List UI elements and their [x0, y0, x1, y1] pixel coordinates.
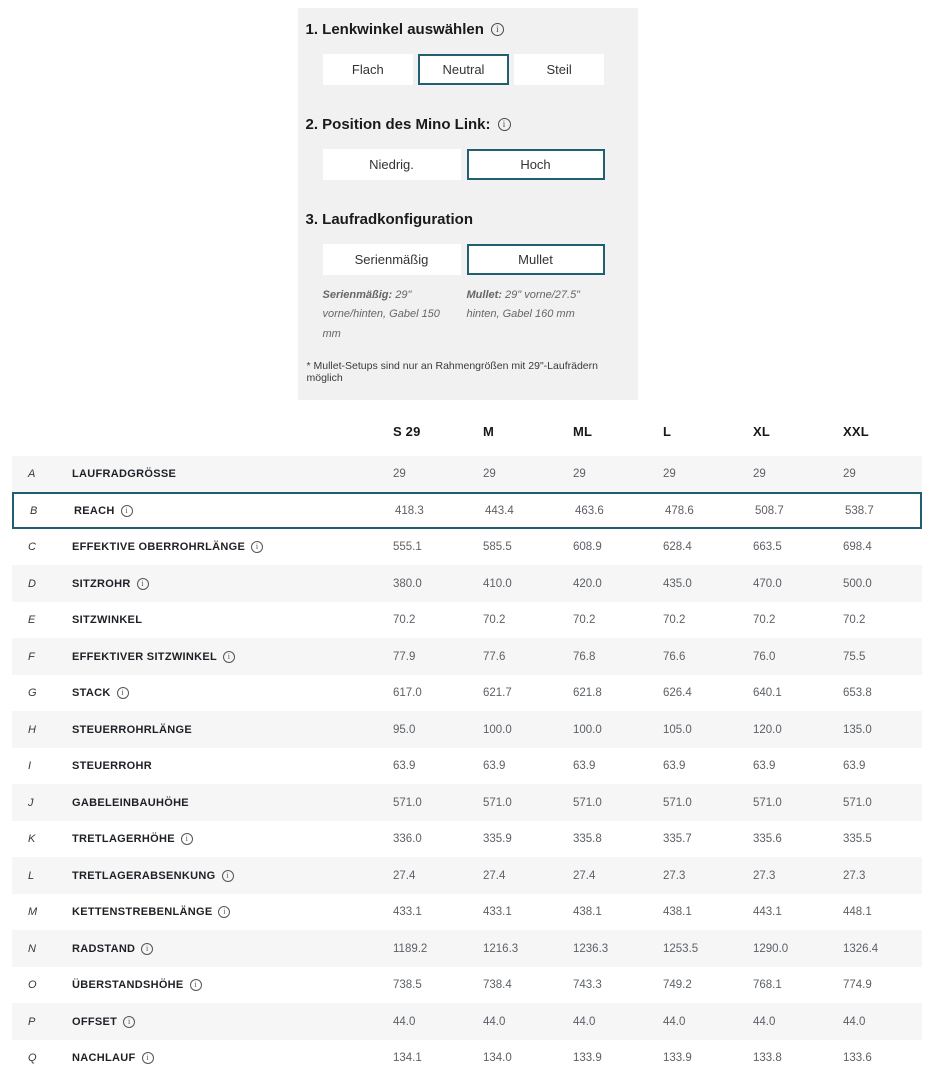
size-header-row	[12, 416, 922, 448]
value-cell: 663.5	[753, 541, 782, 553]
row-letter: O	[28, 979, 37, 991]
option-neutral[interactable]: Neutral	[418, 54, 509, 85]
value-cell: 29	[573, 468, 586, 480]
info-icon[interactable]: i	[498, 118, 511, 131]
option-serienm-ig[interactable]: Serienmäßig	[323, 244, 461, 275]
value-cell: 133.6	[843, 1052, 872, 1064]
value-cell: 77.9	[393, 650, 416, 663]
value-cell: 1216.3	[483, 942, 519, 955]
value-cell: 508.7	[755, 504, 784, 517]
value-cell: 555.1	[393, 541, 422, 553]
value-cell: 478.6	[665, 504, 694, 517]
value-cell: 571.0	[483, 796, 512, 809]
row-letter: Q	[28, 1052, 37, 1064]
row-label-text: TRETLAGERABSENKUNG	[72, 869, 216, 882]
value-cell: 100.0	[483, 723, 512, 736]
value-cell: 27.3	[663, 869, 686, 882]
value-cell: 1189.2	[393, 942, 428, 955]
table-row-laufradgr-sse	[12, 456, 922, 493]
table-row-radstand	[12, 930, 922, 967]
value-cell: 29	[483, 468, 496, 480]
value-cell: 433.1	[483, 906, 512, 918]
value-cell: 44.0	[393, 1015, 416, 1028]
section-title	[306, 116, 630, 133]
size-column-header: L	[663, 424, 672, 440]
row-letter: A	[28, 468, 36, 480]
value-cell: 100.0	[573, 723, 602, 736]
row-letter: I	[28, 760, 32, 772]
value-cell: 133.9	[663, 1052, 692, 1064]
row-letter: C	[28, 541, 36, 553]
size-column-header: S 29	[393, 424, 421, 440]
value-cell: 335.6	[753, 833, 782, 845]
config-section	[306, 116, 630, 180]
size-column-header: XXL	[843, 424, 869, 440]
value-cell: 621.7	[483, 687, 512, 699]
config-section	[306, 211, 630, 344]
row-letter: G	[28, 687, 37, 699]
value-cell: 463.6	[575, 504, 604, 517]
value-cell: 29	[393, 468, 406, 480]
row-label-text: RADSTAND	[72, 942, 136, 955]
value-cell: 70.2	[843, 614, 866, 626]
value-cell: 774.9	[843, 979, 872, 991]
row-label	[72, 1016, 393, 1028]
value-cell: 29	[663, 468, 676, 480]
value-cell: 418.3	[395, 504, 424, 517]
row-label-text: EFFEKTIVE OBERROHRLÄNGE	[72, 541, 246, 553]
value-cell: 438.1	[663, 906, 692, 918]
value-cell: 29	[753, 468, 766, 480]
value-cell: 571.0	[393, 796, 422, 809]
row-letter: P	[28, 1015, 36, 1028]
value-cell: 63.9	[483, 760, 506, 772]
option-steil[interactable]: Steil	[514, 54, 605, 85]
description-lead: Mullet:	[466, 289, 502, 301]
value-cell: 743.3	[573, 979, 602, 991]
option-descriptions	[323, 286, 605, 344]
value-cell: 443.1	[753, 906, 782, 918]
row-label	[74, 505, 395, 517]
row-label-text: STEUERROHR	[72, 760, 153, 772]
value-cell: 63.9	[753, 760, 776, 772]
value-cell: 653.8	[843, 687, 872, 699]
value-cell: 500.0	[843, 577, 872, 590]
row-letter: F	[28, 650, 35, 663]
table-row-offset	[12, 1003, 922, 1040]
value-cell: 1253.5	[663, 942, 699, 955]
value-cell: 120.0	[753, 723, 782, 736]
row-label	[72, 760, 393, 772]
value-cell: 1236.3	[573, 942, 609, 955]
value-cell: 133.8	[753, 1052, 782, 1064]
table-row-sitzwinkel	[12, 602, 922, 639]
value-cell: 63.9	[663, 760, 686, 772]
option-flach[interactable]: Flach	[323, 54, 414, 85]
value-cell: 27.3	[753, 869, 776, 882]
row-label	[72, 833, 393, 845]
option-description: Mullet: 29" vorne/27.5" hinten, Gabel 160 mm	[466, 289, 581, 321]
section-title-text: 3. Laufradkonfiguration	[305, 211, 474, 228]
value-cell: 438.1	[573, 906, 602, 918]
value-cell: 571.0	[663, 796, 692, 809]
geometry-table	[12, 416, 922, 1076]
value-cell: 76.0	[753, 650, 776, 663]
row-label	[72, 578, 393, 590]
row-label-text: EFFEKTIVER SITZWINKEL	[72, 650, 218, 663]
value-cell: 433.1	[393, 906, 422, 918]
value-cell: 448.1	[843, 906, 872, 918]
row-label	[72, 724, 393, 736]
info-icon[interactable]: i	[222, 870, 234, 882]
value-cell: 621.8	[573, 687, 602, 699]
value-cell: 571.0	[753, 796, 782, 809]
row-label-text: ÜBERSTANDSHÖHE	[72, 979, 184, 991]
value-cell: 628.4	[663, 541, 692, 553]
info-icon[interactable]: i	[142, 1052, 154, 1064]
table-row-kettenstrebenl-nge	[12, 894, 922, 931]
table-row-tretlagerabsenkung	[12, 857, 922, 894]
row-label	[72, 687, 393, 699]
value-cell: 29	[843, 468, 856, 480]
info-icon[interactable]: i	[141, 943, 153, 955]
config-section	[306, 21, 630, 85]
value-cell: 70.2	[573, 614, 596, 626]
value-cell: 420.0	[573, 577, 602, 590]
info-icon[interactable]: i	[251, 541, 263, 553]
mullet-footnote: * Mullet-Setups sind nur an Rahmengrößen mit 29"-Laufrädern möglich	[306, 359, 598, 384]
row-label-text: STEUERROHRLÄNGE	[72, 723, 193, 736]
value-cell: 63.9	[843, 760, 866, 772]
value-cell: 1326.4	[843, 942, 879, 955]
table-row-tretlagerh-he	[12, 821, 922, 858]
section-title	[306, 21, 630, 38]
value-cell: 571.0	[573, 796, 602, 809]
value-cell: 95.0	[393, 723, 416, 736]
value-cell: 380.0	[393, 577, 422, 590]
value-cell: 335.8	[573, 833, 602, 845]
row-letter: L	[28, 869, 35, 882]
value-cell: 470.0	[753, 577, 782, 590]
table-row-gabeleinbauh-he	[12, 784, 922, 821]
value-cell: 76.8	[573, 650, 596, 663]
info-icon[interactable]: i	[190, 979, 202, 991]
value-cell: 768.1	[753, 979, 782, 991]
value-cell: 538.7	[845, 504, 874, 517]
info-icon[interactable]: i	[123, 1016, 135, 1028]
value-cell: 133.9	[573, 1052, 602, 1064]
row-label	[72, 651, 393, 663]
value-cell: 27.3	[843, 869, 866, 882]
value-cell: 640.1	[753, 687, 782, 699]
value-cell: 70.2	[393, 614, 416, 626]
value-cell: 134.1	[393, 1052, 422, 1064]
info-icon[interactable]: i	[223, 651, 235, 663]
row-letter: K	[28, 833, 36, 845]
option-mullet[interactable]: Mullet	[467, 244, 605, 275]
size-column-header: XL	[753, 424, 771, 440]
info-icon[interactable]: i	[137, 578, 149, 590]
value-cell: 70.2	[483, 614, 506, 626]
row-label	[72, 870, 393, 882]
row-label	[72, 797, 393, 809]
row-letter: H	[28, 723, 36, 736]
value-cell: 571.0	[843, 796, 872, 809]
value-cell: 608.9	[573, 541, 602, 553]
geometry-config-panel	[298, 8, 638, 400]
row-letter: E	[28, 614, 36, 626]
value-cell: 585.5	[483, 541, 512, 553]
option-group	[323, 149, 605, 180]
value-cell: 134.0	[483, 1052, 512, 1064]
info-icon[interactable]: i	[181, 833, 193, 845]
value-cell: 335.7	[663, 833, 692, 845]
info-icon[interactable]: i	[491, 23, 504, 36]
value-cell: 44.0	[483, 1015, 506, 1028]
value-cell: 27.4	[483, 869, 506, 882]
value-cell: 626.4	[663, 687, 692, 699]
section-title-text: 1. Lenkwinkel auswählen	[305, 21, 484, 38]
row-label	[72, 1052, 393, 1064]
row-label	[72, 614, 393, 626]
row-letter: N	[28, 942, 36, 955]
row-label	[72, 906, 393, 918]
row-label	[72, 979, 393, 991]
row-label	[72, 943, 393, 955]
value-cell: 617.0	[393, 687, 422, 699]
size-column-header: ML	[573, 424, 593, 440]
value-cell: 75.5	[843, 650, 866, 663]
value-cell: 63.9	[573, 760, 596, 772]
table-row-steuerrohr	[12, 748, 922, 785]
value-cell: 44.0	[753, 1015, 776, 1028]
row-label-text: NACHLAUF	[72, 1052, 136, 1064]
row-label-text: STACK	[72, 687, 111, 699]
row-letter: B	[30, 504, 38, 517]
row-label-text: TRETLAGERHÖHE	[72, 833, 175, 845]
section-title	[306, 211, 630, 228]
value-cell: 1290.0	[753, 942, 789, 955]
value-cell: 738.4	[483, 979, 512, 991]
value-cell: 410.0	[483, 577, 512, 590]
table-row-nachlauf	[12, 1040, 922, 1076]
value-cell: 335.9	[483, 833, 512, 845]
row-label-text: SITZROHR	[72, 577, 131, 590]
value-cell: 435.0	[663, 577, 692, 590]
table-row-effektive-oberrohrl-nge	[12, 529, 922, 566]
value-cell: 44.0	[843, 1015, 866, 1028]
row-letter: D	[28, 577, 36, 590]
row-label-text: KETTENSTREBENLÄNGE	[72, 906, 213, 918]
option-hoch[interactable]: Hoch	[467, 149, 605, 180]
value-cell: 335.5	[843, 833, 872, 845]
value-cell: 698.4	[843, 541, 872, 553]
value-cell: 135.0	[843, 723, 872, 736]
row-label-text: OFFSET	[72, 1015, 118, 1028]
row-letter: M	[28, 906, 38, 918]
value-cell: 44.0	[573, 1015, 596, 1028]
value-cell: 443.4	[485, 504, 514, 517]
size-column-header: M	[483, 424, 495, 440]
row-label	[72, 541, 393, 553]
table-row-reach	[12, 492, 922, 529]
option-group	[323, 244, 605, 275]
description-lead: Serienmäßig:	[322, 289, 393, 301]
table-row-sitzrohr	[12, 565, 922, 602]
table-row-effektiver-sitzwinkel	[12, 638, 922, 675]
value-cell: 27.4	[393, 869, 416, 882]
value-cell: 336.0	[393, 833, 422, 845]
config-sections	[306, 21, 630, 344]
value-cell: 105.0	[663, 723, 692, 736]
value-cell: 63.9	[393, 760, 416, 772]
info-icon[interactable]: i	[121, 505, 133, 517]
geometry-rows	[12, 456, 922, 1076]
value-cell: 749.2	[663, 979, 692, 991]
value-cell: 44.0	[663, 1015, 686, 1028]
option-niedrig[interactable]: Niedrig.	[323, 149, 461, 180]
info-icon[interactable]: i	[218, 906, 230, 918]
table-row-steuerrohrl-nge	[12, 711, 922, 748]
value-cell: 77.6	[483, 650, 506, 663]
row-label	[72, 468, 393, 480]
info-icon[interactable]: i	[117, 687, 129, 699]
option-description: Serienmäßig: 29" vorne/hinten, Gabel 150 mm	[322, 289, 440, 340]
value-cell: 70.2	[663, 614, 686, 626]
table-row-stack	[12, 675, 922, 712]
section-title-text: 2. Position des Mino Link:	[305, 116, 491, 133]
value-cell: 70.2	[753, 614, 776, 626]
row-label-text: GABELEINBAUHÖHE	[72, 796, 189, 809]
option-group	[323, 54, 605, 85]
row-letter: J	[28, 796, 34, 809]
row-label-text: LAUFRADGRÖSSE	[72, 468, 177, 480]
row-label-text: SITZWINKEL	[72, 614, 143, 626]
value-cell: 738.5	[393, 979, 422, 991]
table-row-berstandsh-he	[12, 967, 922, 1004]
value-cell: 76.6	[663, 650, 686, 663]
row-label-text: REACH	[74, 504, 115, 517]
value-cell: 27.4	[573, 869, 596, 882]
